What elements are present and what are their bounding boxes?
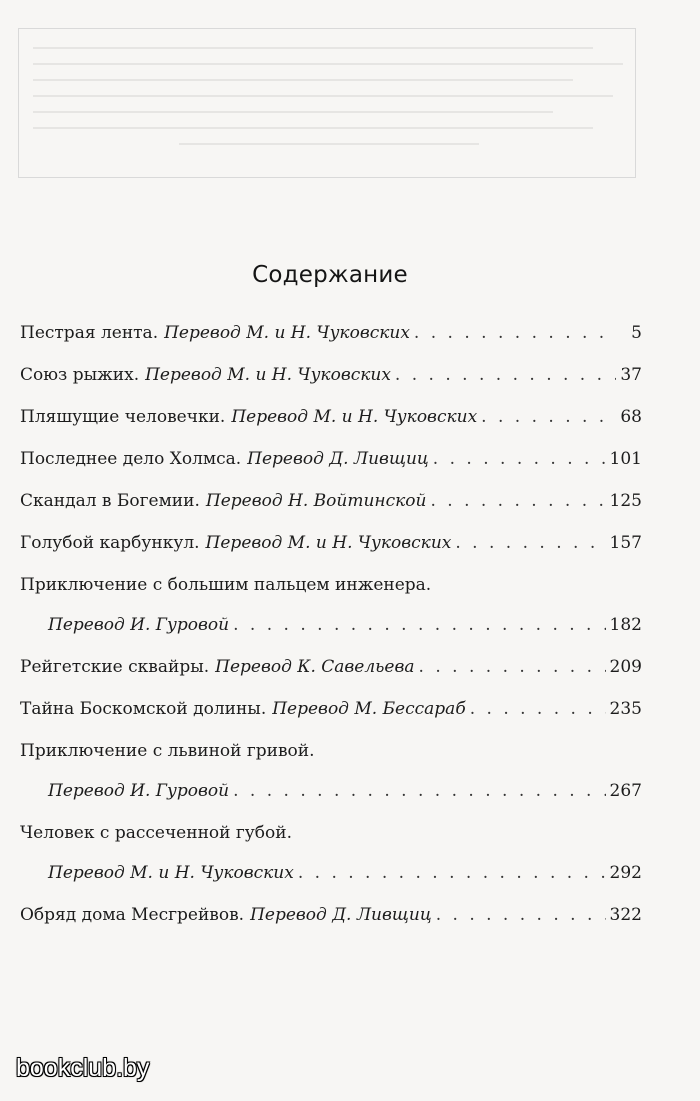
- entry-translator: Перевод М. и Н. Чуковских: [48, 863, 294, 883]
- leader-dots: [455, 532, 605, 554]
- entry-page-number: 157: [609, 533, 642, 553]
- leader-dots: [419, 656, 606, 678]
- leader-dots: [430, 490, 605, 512]
- toc-entry[interactable]: [20, 656, 642, 678]
- entry-page-number: 182: [609, 615, 642, 635]
- toc-entry[interactable]: [20, 364, 642, 386]
- entry-translator: Перевод Н. Войтинской: [205, 491, 427, 511]
- watermark: bookclub.by: [16, 1054, 150, 1082]
- entry-title: Приключение с большим пальцем инженера.: [20, 575, 432, 595]
- leader-dots: [481, 406, 616, 428]
- entry-page-number: 101: [609, 449, 642, 469]
- toc-entry[interactable]: [20, 904, 642, 926]
- entry-page-number: 267: [609, 781, 642, 801]
- page-title: Содержание: [252, 262, 408, 288]
- entry-title: Голубой карбункул.: [20, 533, 200, 553]
- entry-title: Тайна Боскомской долины.: [20, 699, 267, 719]
- entry-title: Пестрая лента.: [20, 323, 159, 343]
- toc-entry[interactable]: [20, 740, 642, 802]
- entry-title: Рейгетские сквайры.: [20, 657, 210, 677]
- leader-dots: [233, 614, 605, 636]
- leader-dots: [298, 862, 606, 884]
- entry-translator: Перевод М. и Н. Чуковских: [145, 365, 391, 385]
- entry-title: Приключение с львиной гривой.: [20, 741, 315, 761]
- entry-translator: Перевод Д. Ливщиц: [247, 449, 429, 469]
- entry-title: Человек с рассеченной губой.: [20, 823, 292, 843]
- entry-title: Обряд дома Месгрейвов.: [20, 905, 245, 925]
- toc-entry[interactable]: [20, 532, 642, 554]
- leader-dots: [433, 448, 606, 470]
- toc-entry[interactable]: [20, 698, 642, 720]
- entry-page-number: 322: [609, 905, 642, 925]
- leader-dots: [395, 364, 616, 386]
- leader-dots: [233, 780, 605, 802]
- toc-entry[interactable]: [20, 822, 642, 884]
- entry-title: Последнее дело Холмса.: [20, 449, 242, 469]
- entry-title: Пляшущие человечки.: [20, 407, 226, 427]
- entry-translator: Перевод Д. Ливщиц: [250, 905, 432, 925]
- entry-translator: Перевод И. Гуровой: [48, 781, 230, 801]
- toc-entry[interactable]: [20, 406, 642, 428]
- toc-entry[interactable]: [20, 490, 642, 512]
- entry-translator: Перевод К. Савельева: [215, 657, 415, 677]
- entry-page-number: 125: [609, 491, 642, 511]
- entry-page-number: 235: [609, 699, 642, 719]
- toc-entry[interactable]: [20, 574, 642, 636]
- entry-translator: Перевод М. и Н. Чуковских: [205, 533, 452, 553]
- toc-entry[interactable]: [20, 448, 642, 470]
- entry-title: Союз рыжих.: [20, 365, 140, 385]
- entry-title: Скандал в Богемии.: [20, 491, 200, 511]
- entry-page-number: 209: [609, 657, 642, 677]
- entry-translator: Перевод М. и Н. Чуковских: [164, 323, 410, 343]
- leader-dots: [414, 322, 616, 344]
- leader-dots: [436, 904, 606, 926]
- entry-page-number: 5: [631, 323, 642, 343]
- toc-entry[interactable]: [20, 322, 642, 344]
- entry-page-number: 37: [620, 365, 642, 385]
- bleed-through-box: [18, 28, 636, 178]
- leader-dots: [470, 698, 606, 720]
- entry-page-number: 68: [620, 407, 642, 427]
- table-of-contents: [20, 322, 642, 926]
- entry-page-number: 292: [609, 863, 642, 883]
- entry-translator: Перевод И. Гуровой: [48, 615, 230, 635]
- entry-translator: Перевод М. и Н. Чуковских: [231, 407, 478, 427]
- entry-translator: Перевод М. Бессараб: [272, 699, 466, 719]
